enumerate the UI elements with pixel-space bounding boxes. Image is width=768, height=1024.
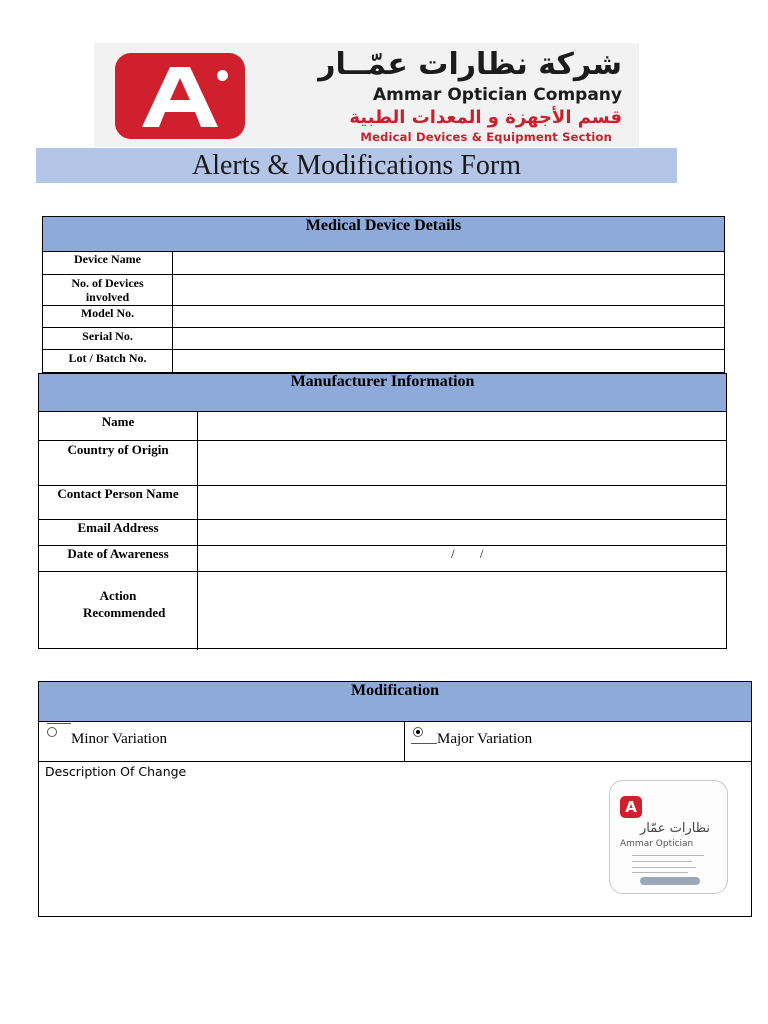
table-row	[39, 486, 726, 520]
devices-involved-field[interactable]	[173, 275, 724, 305]
table-row	[39, 546, 726, 572]
company-name-english: Ammar Optician Company	[372, 85, 622, 105]
email-address-label: Email Address	[39, 520, 198, 545]
manufacturer-heading	[39, 374, 726, 412]
table-row	[43, 328, 724, 350]
major-variation-label: Major Variation	[437, 731, 533, 747]
stamp-detail-line	[632, 872, 688, 873]
devices-involved-label: No. of Devices involved	[43, 275, 173, 305]
table-row	[39, 441, 726, 486]
table-row	[39, 520, 726, 546]
section-name-arabic: قسم الأجهزة و المعدات الطبية	[349, 107, 622, 128]
lot-batch-field[interactable]	[173, 350, 724, 372]
major-variation-option[interactable]	[405, 722, 751, 761]
description-of-change-label: Description Of Change	[45, 764, 187, 779]
country-of-origin-field[interactable]	[198, 441, 726, 485]
minor-variation-label: Minor Variation	[71, 731, 167, 747]
table-row	[43, 350, 724, 372]
action-recommended-field[interactable]	[198, 572, 726, 650]
device-name-label: Device Name	[43, 252, 173, 274]
modification-heading	[39, 682, 751, 722]
manufacturer-table	[38, 373, 727, 649]
stamp-logo-icon: A	[620, 796, 642, 818]
serial-no-field[interactable]	[173, 328, 724, 349]
table-row	[39, 572, 726, 650]
stamp-arabic-name: نظارات عمّار	[639, 821, 710, 836]
country-of-origin-label: Country of Origin	[39, 441, 198, 485]
modification-heading-text: Modification	[351, 682, 439, 699]
manufacturer-name-field[interactable]	[198, 412, 726, 440]
radio-underline	[47, 723, 71, 724]
section-name-english: Medical Devices & Equipment Section	[360, 130, 612, 144]
email-address-field[interactable]	[198, 520, 726, 545]
form-title-bar	[36, 148, 677, 183]
model-no-field[interactable]	[173, 306, 724, 327]
minor-variation-radio[interactable]	[47, 727, 57, 737]
manufacturer-name-label: Name	[39, 412, 198, 440]
logo-dot	[217, 70, 228, 81]
form-title: Alerts & Modifications Form	[192, 150, 521, 181]
letter-a-icon	[115, 53, 245, 139]
company-logo-banner	[94, 43, 639, 147]
stamp-phone-pill	[640, 877, 700, 885]
radio-underline	[411, 743, 437, 744]
model-no-label: Model No.	[43, 306, 173, 327]
serial-no-label: Serial No.	[43, 328, 173, 349]
device-details-table	[42, 216, 725, 373]
table-row	[43, 306, 724, 328]
table-row	[39, 412, 726, 441]
contact-person-field[interactable]	[198, 486, 726, 519]
minor-variation-option[interactable]	[39, 722, 405, 761]
stamp-detail-line	[632, 867, 696, 868]
company-name-arabic: شركة نظارات عمّــار	[318, 47, 622, 82]
stamp-detail-line	[632, 861, 692, 862]
lot-batch-label: Lot / Batch No.	[43, 350, 173, 372]
date-of-awareness-label: Date of Awareness	[39, 546, 198, 571]
table-row	[43, 252, 724, 275]
device-details-heading	[43, 217, 724, 252]
major-variation-radio[interactable]	[413, 727, 423, 737]
date-separators: / /	[451, 546, 484, 561]
date-of-awareness-field[interactable]	[198, 546, 726, 571]
stamp-detail-line	[632, 855, 704, 856]
company-logo-mark	[115, 53, 245, 139]
stamp-english-name: Ammar Optician	[620, 839, 694, 849]
contact-person-label: Contact Person Name	[39, 486, 198, 519]
action-recommended-label: Action Recommended	[39, 572, 198, 650]
company-stamp	[609, 780, 728, 894]
manufacturer-heading-text: Manufacturer Information	[290, 373, 475, 390]
device-name-field[interactable]	[173, 252, 724, 274]
table-row	[43, 275, 724, 306]
device-details-heading-text: Medical Device Details	[305, 217, 462, 234]
variation-row	[39, 722, 751, 762]
